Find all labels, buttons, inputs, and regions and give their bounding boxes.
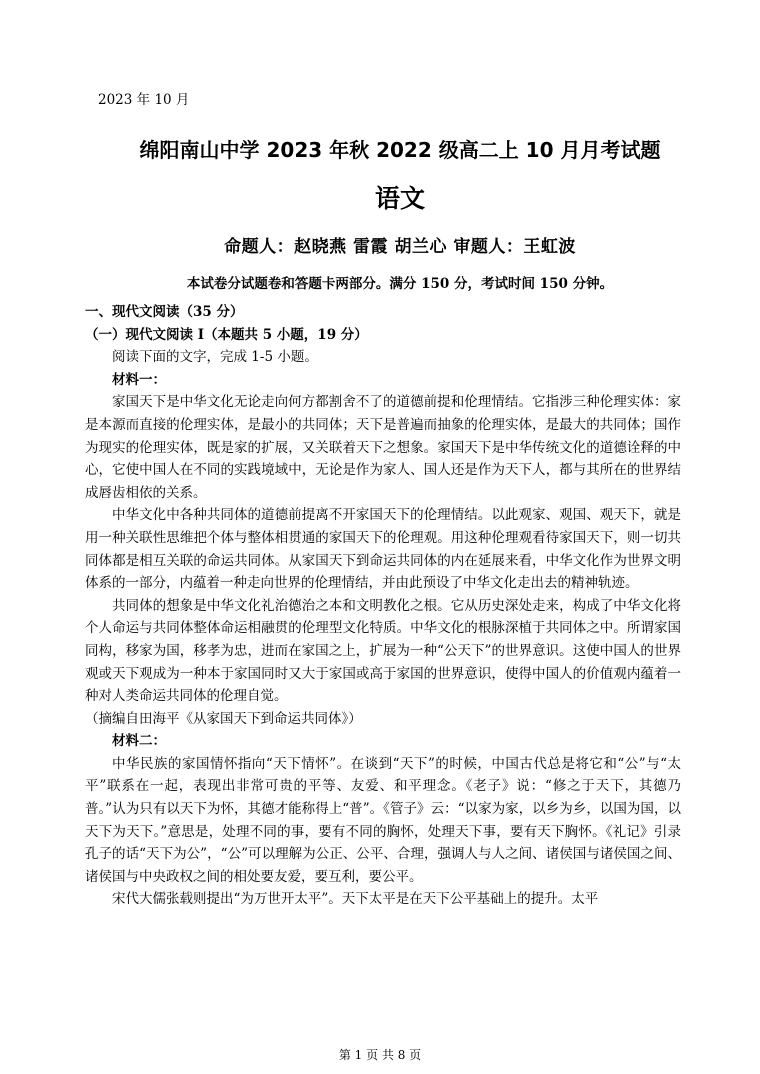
section-subheading: （一）现代文阅读 I（本题共 5 小题，19 分） (85, 326, 368, 343)
material-two-paragraph: 宋代大儒张载则提出“为万世开太平”。天下太平是在天下公平基础上的提升。太平 (112, 891, 599, 908)
exam-title: 绵阳南山中学 2023 年秋 2022 级高二上 10 月月考试题 (139, 138, 661, 162)
material-two-paragraph: 中华民族的家国情怀指向“天下情怀”。在谈到“天下”的时候，中国古代总是将它和“公”与“太平”联系在一起，表现出非常可贵的平等、友爱、和平理念。《老子》说：“修之于天下，其德乃普。”认为只有以天下为怀，其德才能称得上“普”。《管子》云：“以家为家，以乡为乡，以国为国，以天下为天下。”意思是，处理不同的事，要有不同的胸怀，处理天下事，要有天下胸怀。《礼记》引录孔子的话“天下为公”，“公”可以理解为公正、公平、合理，强调人与人之间、诸侯国与诸侯国之间、诸侯国与中央政权之间的相处要友爱，要互利，要公平。 (85, 755, 681, 885)
material-one-source: （摘编自田海平《从家国天下到命运共同体》） (85, 710, 362, 727)
material-one-paragraph: 家国天下是中华文化无论走向何方都割舍不了的道德前提和伦理情结。它指涉三种伦理实体：家是本源而直接的伦理实体，是最小的共同体；天下是普遍而抽象的伦理实体，是最大的共同体；国作为现实的伦理实体，既是家的扩展，又关联着天下之想象。家国天下是中华传统文化的道德诠释的中心，它使中国人在不同的实践境域中，无论是作为家人、国人还是作为天下人，都与其所在的世界结成唇齿相依的关系。 (85, 394, 681, 501)
section-heading: 一、现代文阅读（35 分） (85, 304, 244, 320)
authors-line: 命题人：赵晓燕 雷霞 胡兰心 审题人：王虹波 (224, 237, 576, 257)
reading-instruction: 阅读下面的文字，完成 1-5 小题。 (112, 349, 318, 366)
exam-date: 2023 年 10 月 (98, 92, 190, 108)
material-one-label: 材料一： (112, 371, 166, 388)
material-one-paragraph: 中华文化中各种共同体的道德前提离不开家国天下的伦理情结。以此观家、观国、观天下，就是用一种关联性思维把个体与整体相贯通的家国天下的伦理观。用这种伦理观看待家国天下，则一切共同体都是相互关联的命运共同体。从家国天下到命运共同体的内在延展来看，中华文化作为世界文明体系的一部分，内蕴着一种走向世界的伦理情结，并由此预设了中华文化走出去的精神轨迹。 (85, 507, 681, 592)
material-one-paragraph: 共同体的想象是中华文化礼治德治之本和文明教化之根。它从历史深处走来，构成了中华文化将个人命运与共同体整体命运相融贯的伦理型文化特质。中华文化的根脉深植于共同体之中。所谓家国同构，移家为国，移孝为忠，进而在家国之上，扩展为一种“公天下”的世界意识。这使中国人的世界观或天下观成为一种本于家国同时又大于家国或高于家国的世界意识，使得中国人的价值观内蕴着一种对人类命运共同体的伦理自觉。 (85, 597, 681, 705)
material-two-label: 材料二： (112, 733, 166, 750)
exam-notice: 本试卷分试题卷和答题卡两部分。满分 150 分，考试时间 150 分钟。 (186, 276, 614, 292)
page-number: 第 1 页 共 8 页 (338, 1048, 422, 1062)
exam-body (85, 301, 681, 911)
subject-title: 语文 (374, 184, 425, 213)
